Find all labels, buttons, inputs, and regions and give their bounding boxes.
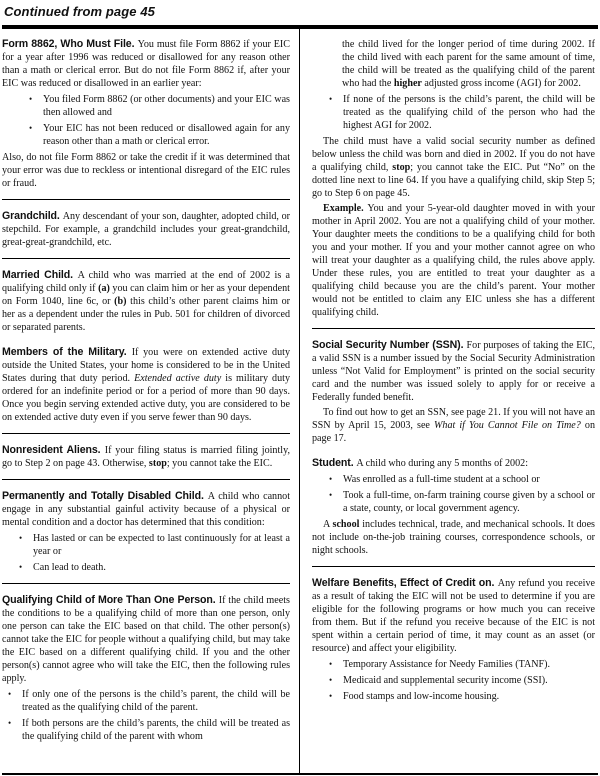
text-segment: A child who cannot engage in any substantial gainful activity because of a physical or mental condition and a doctor has determined that this condition: <box>2 491 290 528</box>
bullet-list <box>312 473 595 515</box>
bullet-item <box>8 688 290 714</box>
text-segment: A child who during any 5 months of 2002: <box>356 458 529 469</box>
text-segment: Has lasted or can be expected to last continuously for at least a year or <box>33 533 290 557</box>
text-segment: For purposes of taking the EIC, a valid SSN is a number issued by the Social Security Administration unless “Not Valid for Employment” is printed on the social security card and the number was issued solely to apply for or receive a Federally funded benefit. <box>312 340 595 403</box>
paragraph <box>312 457 595 470</box>
bullet-item <box>329 674 595 687</box>
text-segment: If both persons are the child’s parents, the child will be treated as the qualifying child of the parent with whom <box>22 718 290 742</box>
paragraph <box>312 577 595 655</box>
paragraph <box>312 518 595 557</box>
paragraph <box>2 38 290 90</box>
bullet-list <box>312 93 595 132</box>
bullet-icon: • <box>329 675 333 685</box>
text-segment: Can lead to death. <box>33 562 106 573</box>
paragraph <box>312 202 595 319</box>
section-divider <box>2 199 290 200</box>
paragraph <box>2 490 290 529</box>
bullet-icon: • <box>329 474 333 484</box>
paragraph <box>312 339 595 404</box>
bullet-item-text <box>343 690 595 703</box>
text-segment: If your filing status is married filing jointly, go to Step 2 on page 43. Otherwise, <box>2 445 290 469</box>
bullet-list <box>312 658 595 703</box>
text-segment: Took a full-time, on-farm training course given by a school or a state, county, or local government agency. <box>343 490 595 514</box>
section-heading: Nonresident Aliens. <box>2 444 105 456</box>
bullet-item <box>329 690 595 703</box>
text-segment: (a) <box>98 283 110 294</box>
text-segment: is military duty ordered for an indefinite period or for a period of more than 90 days. Once you begin serving extended active duty, you are considered to be on extended active duty even if you serve fewer than 90 days. <box>2 373 290 423</box>
text-segment: Also, do not file Form 8862 or take the credit if it was determined that your error was due to reckless or intentional disregard of the EIC rules or fraud. <box>2 152 290 189</box>
text-segment: If only one of the persons is the child’s parent, the child will be treated as the qualifying child of the parent. <box>22 689 290 713</box>
text-segment: Food stamps and low-income housing. <box>343 691 500 702</box>
text-segment: Example. <box>323 203 368 214</box>
text-segment: If the child meets the conditions to be a qualifying child of more than one person, only one person can take the EIC based on that child. The other person(s) cannot take the EIC for people without a qualifying child, but may take the EIC based on a different qualifying child. If you and the other person(s) cannot agree who will take the EIC, then the following rules apply. <box>2 595 290 684</box>
section-form-8862-who-must-file <box>2 38 290 190</box>
bullet-list <box>2 688 290 743</box>
section-welfare-benefits-effect-of-credit-on <box>312 577 595 703</box>
text-segment: You and your 5-year-old daughter moved in with your mother in April 2002. You are not a qualifying child of your mother. Your daughter meets the conditions to be a qualifying child for both you and your mother. If you and your mother cannot agree on who will treat your daughter as a qualifying child, the rules above apply. Under these rules, you are entitled to treat your daughter as a qualifying child because you are the child’s parent. Your mother would not be entitled to claim any EIC unless she has a different qualifying child. <box>312 203 595 318</box>
bullet-item <box>19 561 290 574</box>
paragraph <box>2 269 290 334</box>
bullet-item-text <box>22 717 290 743</box>
page-header <box>2 2 598 23</box>
bullet-icon: • <box>329 94 333 104</box>
text-segment: A child who was married at the end of 2002 is a qualifying child only if <box>2 270 291 294</box>
text-segment: (b) <box>114 296 127 307</box>
bullet-item <box>329 473 595 486</box>
text-segment: ; you cannot take the EIC. <box>166 458 273 469</box>
left-column <box>2 29 299 773</box>
section-social-security-number <box>312 339 595 445</box>
paragraph <box>2 346 290 424</box>
bullet-item-text <box>33 561 290 574</box>
bullet-item-text <box>343 473 595 486</box>
bullet-item-text <box>43 122 290 148</box>
section-divider <box>312 566 595 567</box>
text-segment: You must file Form 8862 if your EIC for a year after 1996 was reduced or disallowed for any reason other than a math or clerical error. But do not file Form 8862 if, after your EIC was reduced or disallowed in an earlier year: <box>2 39 291 89</box>
section-heading: Welfare Benefits, Effect of Credit on. <box>312 577 498 589</box>
bullet-item <box>8 717 290 743</box>
text-segment: A <box>323 519 333 530</box>
bullet-icon: • <box>8 718 12 728</box>
bullet-item <box>29 122 290 148</box>
bullet-list <box>2 532 290 574</box>
text-segment: Any refund you receive as a result of taking the EIC will not be used to determine if you are eligible for the following programs or how much you can receive from them. But if the refund you receive because of the EIC is not spent within a certain period of time, it may count as an asset (or resource) and affect your eligibility. <box>312 578 595 654</box>
bullet-item <box>329 489 595 515</box>
text-segment: You filed Form 8862 (or other documents) and your EIC was then allowed and <box>43 94 290 118</box>
bullet-icon: • <box>329 659 333 669</box>
section-qualifying-child-of-more-than-one-person <box>2 594 290 743</box>
section-divider <box>2 433 290 434</box>
text-segment: includes technical, trade, and mechanical schools. It does not include on-the-job training courses, correspondence schools, or night schools. <box>312 519 595 556</box>
text-segment: adjusted gross income (AGI) for 2002. <box>421 78 581 89</box>
section-married-child <box>2 269 290 334</box>
bottom-rule <box>2 773 598 775</box>
text-segment: Your EIC has not been reduced or disallowed again for any reason other than a math or clerical error. <box>43 123 290 147</box>
section-divider <box>2 479 290 480</box>
section-heading: Grandchild. <box>2 210 63 222</box>
paragraph <box>312 135 595 200</box>
section-qualifying-child-continued <box>312 38 595 319</box>
right-column <box>300 29 598 773</box>
section-grandchild <box>2 210 290 249</box>
section-heading: Qualifying Child of More Than One Person. <box>2 594 219 606</box>
text-segment: If you were on extended active duty outside the United States, your home is considered to be in the United States during that duty period. <box>2 347 291 384</box>
section-heading: Form 8862, Who Must File. <box>2 38 138 50</box>
text-segment: the child lived for the longer period of time during 2002. If the child lived with each parent for the same amount of time, the child will be treated as the qualifying child of the parent who had the <box>342 39 595 89</box>
text-segment: on page 17. <box>312 420 596 444</box>
section-divider <box>2 258 290 259</box>
section-heading: Social Security Number (SSN). <box>312 339 467 351</box>
text-segment: this child’s other parent claims him or her as a dependent under the rules in Pub. 501 for children of divorced or separated parents. <box>2 296 290 333</box>
bullet-icon: • <box>29 94 33 104</box>
section-members-of-the-military <box>2 346 290 424</box>
text-segment: The child must have a valid social security number as defined below unless the child was born and died in 2002. If you do not have a qualifying child, <box>312 136 595 173</box>
bullet-icon: • <box>8 689 12 699</box>
continued-from-label: Continued from page 45 <box>4 4 155 19</box>
bullet-item-text <box>343 489 595 515</box>
bullet-icon: • <box>329 490 333 500</box>
bullet-icon: • <box>19 533 23 543</box>
text-segment: What if You Cannot File on Time? <box>433 420 581 431</box>
text-segment: Medicaid and supplemental security income (SSI). <box>343 675 548 686</box>
section-permanently-and-totally-disabled-child <box>2 490 290 574</box>
bullet-item-text <box>343 674 595 687</box>
text-segment: Any descendant of your son, daughter, adopted child, or stepchild. For example, a grandchild includes your great-grandchild, great-great-grandchild, etc. <box>2 211 290 248</box>
section-student <box>312 457 595 557</box>
columns-container <box>2 29 598 773</box>
section-divider <box>312 328 595 329</box>
bullet-icon: • <box>29 123 33 133</box>
bullet-item <box>329 93 595 132</box>
text-segment: stop <box>148 458 167 469</box>
bullet-item-text <box>33 532 290 558</box>
bullet-item <box>29 93 290 119</box>
section-heading: Student. <box>312 457 357 469</box>
bullet-item <box>329 658 595 671</box>
section-heading: Married Child. <box>2 269 78 281</box>
text-segment: If none of the persons is the child’s parent, the child will be treated as the qualifying child of the person who had the highest AGI for 2002. <box>343 94 595 131</box>
text-segment: To find out how to get an SSN, see page 21. If you will not have an SSN by April 15, 2003, see <box>312 407 595 431</box>
section-divider <box>2 583 290 584</box>
bullet-item-text <box>43 93 290 119</box>
paragraph <box>312 406 595 445</box>
section-nonresident-aliens <box>2 444 290 470</box>
bullet-icon: • <box>329 691 333 701</box>
text-segment: school <box>332 519 360 530</box>
text-segment: stop <box>392 162 411 173</box>
text-segment: Extended active duty <box>134 373 222 384</box>
paragraph <box>2 594 290 685</box>
text-segment: Temporary Assistance for Needy Families (TANF). <box>343 659 551 670</box>
bullet-item-text <box>343 93 595 132</box>
text-segment: Was enrolled as a full-time student at a school or <box>343 474 540 485</box>
bullet-item-text <box>343 658 595 671</box>
bullet-icon: • <box>19 562 23 572</box>
bullet-list <box>2 93 290 148</box>
bullet-item <box>19 532 290 558</box>
section-heading: Members of the Military. <box>2 346 132 358</box>
text-segment: ; you cannot take the EIC. Put “No” on the dotted line next to line 64. If you have a qualifying child, skip Step 5; go to Step 6 on page 45. <box>312 162 595 199</box>
paragraph <box>2 210 290 249</box>
text-segment: you can claim him or her as your dependent on Form 1040, line 6c, or <box>2 283 290 307</box>
paragraph <box>342 38 595 90</box>
paragraph <box>2 444 290 470</box>
bullet-item-text <box>22 688 290 714</box>
paragraph <box>2 151 290 190</box>
section-heading: Permanently and Totally Disabled Child. <box>2 490 208 502</box>
text-segment: higher <box>393 78 422 89</box>
